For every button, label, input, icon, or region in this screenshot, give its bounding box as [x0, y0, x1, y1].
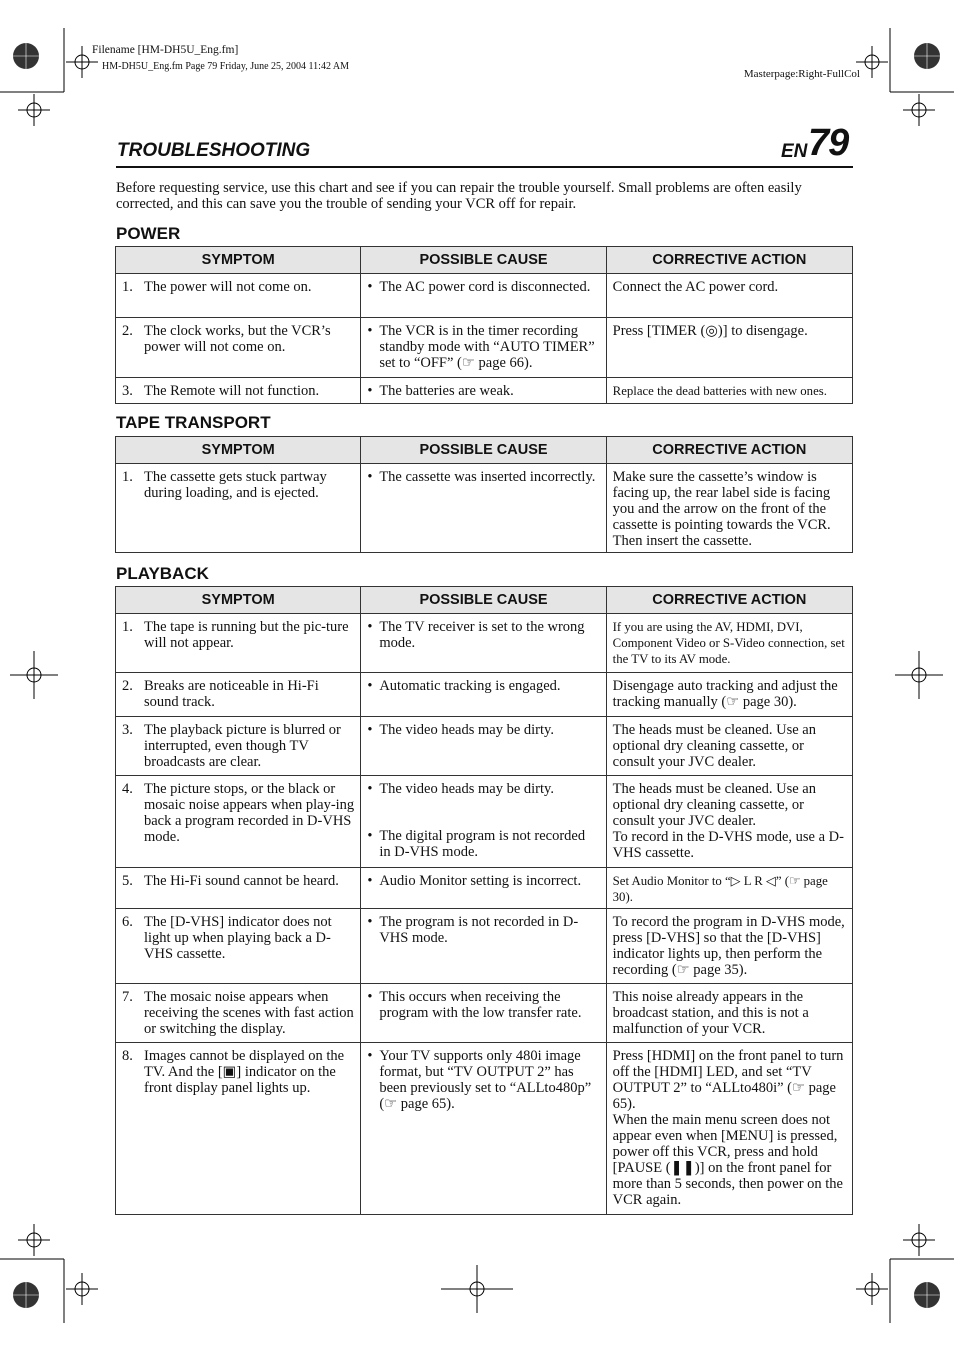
table-row: 1. The cassette gets stuck partway during loading, and is ejected. • The cassette was inserted incorrectly. Make sure the cassette’s window is facing up, the rear label side is facing you and the arrow on the front of the cassette is pointing towards the VCR. Then insert the cassette. — [116, 464, 853, 553]
action-text: Replace the dead batteries with new ones. — [606, 378, 852, 404]
table-row: 8. Images cannot be displayed on the TV. And the [▣] indicator on the front display panel lights up. • Your TV supports only 480i image format, but “TV OUTPUT 2” has been previously set to “ALLto480p” (☞ page 65). Press [HDMI] on the front panel to turn off the [HDMI] LED, and set “TV OUTPUT 2” to “ALLto480i” (☞ page 65). When the main menu screen does not appear even when [MENU] is pressed, power off this VCR, press and hold [PAUSE (❚❚)] on the front panel for more than 5 seconds, then power on the VCR again. — [116, 1043, 853, 1215]
symptom-text: The [D-VHS] indicator does not light up when playing back a D-VHS cassette. — [144, 914, 332, 962]
row-number: 7. — [122, 989, 133, 1005]
column-header-action: CORRECTIVE ACTION — [606, 437, 852, 464]
table-row: 6. The [D-VHS] indicator does not light up when playing back a D-VHS cassette. • The program is not recorded in D-VHS mode. To record the program in D-VHS mode, press [D-VHS] so that the [D-VHS] indicator lights up, then perform the recording (☞ page 35). — [116, 909, 853, 984]
symptom-text: Breaks are noticeable in Hi-Fi sound track. — [144, 678, 319, 710]
symptom-text: Images cannot be displayed on the TV. And the [▣] indicator on the front display panel lights up. — [144, 1048, 345, 1096]
column-header-cause: POSSIBLE CAUSE — [361, 587, 606, 614]
symptom-text: The clock works, but the VCR’s power will not come on. — [144, 323, 331, 355]
table-row: 2. The clock works, but the VCR’s power will not come on. • The VCR is in the timer recording standby mode with “AUTO TIMER” set to “OFF” (☞ page 66). Press [TIMER (◎)] to disengage. — [116, 318, 853, 378]
action-text: This noise already appears in the broadcast station, and this is not a malfunction of your VCR. — [606, 984, 852, 1043]
language-label: EN — [781, 141, 808, 162]
column-header-cause: POSSIBLE CAUSE — [361, 247, 606, 274]
table-row: 3. The playback picture is blurred or interrupted, even though TV broadcasts are clear. • The video heads may be dirty. The heads must be cleaned. Use an optional dry cleaning cassette, or consult your JVC dealer. — [116, 717, 853, 776]
table-row: 1. The tape is running but the pic-ture will not appear. • The TV receiver is set to the wrong mode. If you are using the AV, HDMI, DVI, Component Video or S-Video connection, set the TV to its AV mode. — [116, 614, 853, 673]
action-text: To record the program in D-VHS mode, press [D-VHS] so that the [D-VHS] indicator lights up, then perform the recording (☞ page 35). — [606, 909, 852, 984]
cause-text: The AC power cord is disconnected. — [379, 279, 591, 295]
action-text-2: When the main menu screen does not appear even when [MENU] is pressed, power off this VCR, press and hold [PAUSE (❚❚)] on the front panel for more than 5 seconds, then power on the VCR again. — [612, 1112, 843, 1208]
cause-text-2: The digital program is not recorded in D-VHS mode. — [379, 828, 586, 860]
cause-text: The cassette was inserted incorrectly. — [379, 469, 596, 485]
symptom-text: The playback picture is blurred or interrupted, even though TV broadcasts are clear. — [144, 722, 341, 770]
column-header-cause: POSSIBLE CAUSE — [361, 437, 606, 464]
column-header-symptom: SYMPTOM — [116, 437, 361, 464]
section-heading-playback: PLAYBACK — [116, 564, 209, 583]
page-number: 79 — [808, 122, 849, 164]
header-filename: Filename [HM-DH5U_Eng.fm] — [92, 44, 239, 56]
page-title: TROUBLESHOOTING — [117, 140, 311, 161]
symptom-text: The power will not come on. — [144, 279, 312, 295]
symptom-text: The cassette gets stuck partway during loading, and is ejected. — [144, 469, 327, 501]
row-number: 1. — [122, 619, 133, 635]
action-text: Press [HDMI] on the front panel to turn off the [HDMI] LED, and set “TV OUTPUT 2” to “ALLto480i” (☞ page 65). — [612, 1048, 844, 1112]
table-row: 7. The mosaic noise appears when receiving the scenes with fast action or switching the display. • This occurs when receiving the program with the low transfer rate. This noise already appears in the broadcast station, and this is not a malfunction of your VCR. — [116, 984, 853, 1043]
table-row: 1. The power will not come on. • The AC power cord is disconnected. Connect the AC power cord. — [116, 274, 853, 318]
cause-text: The program is not recorded in D-VHS mode. — [379, 914, 579, 946]
tape-transport-table — [115, 436, 853, 553]
table-row: 2. Breaks are noticeable in Hi-Fi sound track. • Automatic tracking is engaged. Disengage auto tracking and adjust the tracking manually (☞ page 30). — [116, 673, 853, 717]
row-number: 2. — [122, 323, 133, 339]
action-text: If you are using the AV, HDMI, DVI, Component Video or S-Video connection, set the TV to its AV mode. — [606, 614, 852, 673]
table-header-row — [116, 247, 853, 274]
cause-text: Your TV supports only 480i image format, but “TV OUTPUT 2” has been previously set to “ALLto480p” (☞ page 65). — [379, 1048, 592, 1112]
action-text: Set Audio Monitor to “▷ L R ◁” (☞ page 30). — [606, 868, 852, 909]
table-header-row — [116, 587, 853, 614]
column-header-symptom: SYMPTOM — [116, 247, 361, 274]
table-row: 3. The Remote will not function. • The batteries are weak. Replace the dead batteries with new ones. — [116, 378, 853, 404]
table-row: 5. The Hi-Fi sound cannot be heard. • Audio Monitor setting is incorrect. Set Audio Monitor to “▷ L R ◁” (☞ page 30). — [116, 868, 853, 909]
row-number: 1. — [122, 469, 133, 485]
cause-text: The batteries are weak. — [379, 383, 514, 399]
action-text: Press [TIMER (◎)] to disengage. — [606, 318, 852, 378]
cause-text: The video heads may be dirty. — [379, 722, 554, 738]
symptom-text: The Hi-Fi sound cannot be heard. — [144, 873, 339, 889]
symptom-text: The tape is running but the pic-ture will not appear. — [144, 619, 349, 651]
table-row: 4. The picture stops, or the black or mosaic noise appears when play-ing back a program recorded in D-VHS mode. • The video heads may be dirty. • The digital program is not recorded in D-VHS mode. The heads must be cleaned. Use an optional dry cleaning cassette, or consult your JVC dealer. To record in the D-VHS mode, use a D-VHS cassette. — [116, 776, 853, 868]
cause-text: Audio Monitor setting is incorrect. — [379, 873, 582, 889]
action-text: The heads must be cleaned. Use an optional dry cleaning cassette, or consult your JVC dealer. — [606, 717, 852, 776]
action-text: Connect the AC power cord. — [606, 274, 852, 318]
header-fileinfo: HM-DH5U_Eng.fm Page 79 Friday, June 25, 2004 11:42 AM — [102, 61, 350, 72]
action-text: Make sure the cassette’s window is facing up, the rear label side is facing you and the arrow on the front of the cassette is pointing towards the VCR. Then insert the cassette. — [606, 464, 852, 553]
row-number: 2. — [122, 678, 133, 694]
header-masterpage: Masterpage:Right-FullCol — [743, 68, 860, 80]
action-text: Disengage auto tracking and adjust the tracking manually (☞ page 30). — [606, 673, 852, 717]
row-number: 6. — [122, 914, 133, 930]
cause-text: This occurs when receiving the program with the low transfer rate. — [379, 989, 582, 1021]
row-number: 8. — [122, 1048, 133, 1064]
cause-text: The VCR is in the timer recording standby mode with “AUTO TIMER” set to “OFF” (☞ page 66). — [379, 323, 595, 371]
column-header-action: CORRECTIVE ACTION — [606, 587, 852, 614]
column-header-symptom: SYMPTOM — [116, 587, 361, 614]
cause-text: Automatic tracking is engaged. — [379, 678, 561, 694]
row-number: 4. — [122, 781, 133, 797]
symptom-text: The picture stops, or the black or mosaic noise appears when play-ing back a program recorded in D-VHS mode. — [144, 781, 355, 845]
section-heading-tape-transport: TAPE TRANSPORT — [116, 413, 271, 432]
column-header-action: CORRECTIVE ACTION — [606, 247, 852, 274]
row-number: 5. — [122, 873, 133, 889]
title-rule — [116, 166, 853, 168]
action-text-2: To record in the D-VHS mode, use a D-VHS cassette. — [612, 829, 844, 861]
action-text: The heads must be cleaned. Use an optional dry cleaning cassette, or consult your JVC dealer. — [612, 781, 816, 829]
intro-paragraph: Before requesting service, use this chart and see if you can repair the trouble yourself. Small problems are often easily corrected, and this can save you the trouble of sending your VCR off for repair. — [116, 180, 802, 212]
section-heading-power: POWER — [116, 224, 181, 243]
row-number: 1. — [122, 279, 133, 295]
playback-table — [115, 586, 853, 1215]
power-table — [115, 246, 853, 404]
symptom-text: The mosaic noise appears when receiving the scenes with fast action or switching the display. — [144, 989, 354, 1037]
cause-text: The TV receiver is set to the wrong mode. — [379, 619, 585, 651]
symptom-text: The Remote will not function. — [144, 383, 320, 399]
cause-text: The video heads may be dirty. — [379, 781, 554, 797]
row-number: 3. — [122, 383, 133, 399]
row-number: 3. — [122, 722, 133, 738]
table-header-row — [116, 437, 853, 464]
